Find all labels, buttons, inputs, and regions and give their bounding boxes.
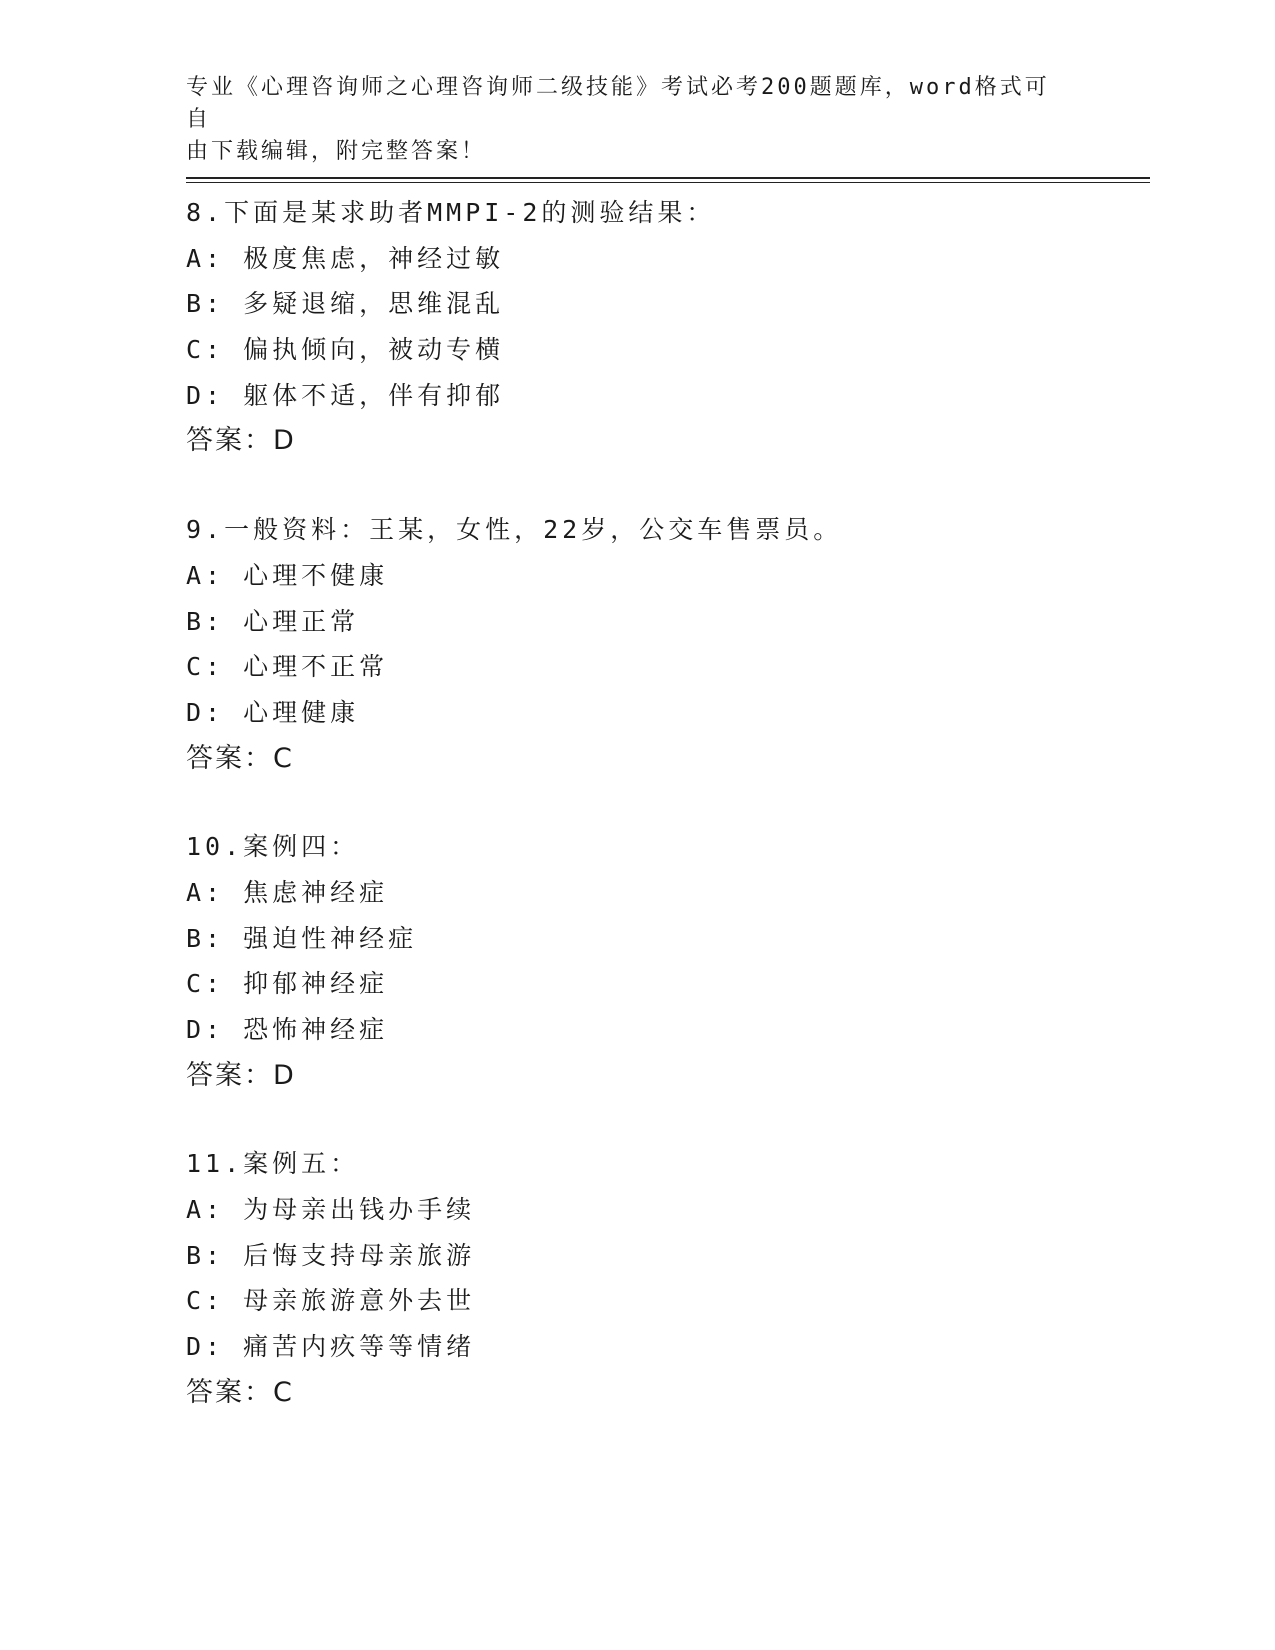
option-b: B: 多疑退缩，思维混乱 bbox=[186, 289, 505, 319]
option-c: C: 母亲旅游意外去世 bbox=[186, 1286, 476, 1316]
option-b: B: 心理正常 bbox=[186, 606, 360, 636]
answer-label: 答案：D bbox=[186, 1059, 296, 1091]
option-a: A: 为母亲出钱办手续 bbox=[186, 1195, 476, 1225]
option-b: B: 强迫性神经症 bbox=[186, 923, 418, 953]
question-list bbox=[186, 190, 1146, 1459]
header-line-2: 由下载编辑，附完整答案！ bbox=[186, 139, 487, 164]
option-a: A: 心理不健康 bbox=[186, 560, 389, 590]
header-divider-thick bbox=[186, 177, 1150, 179]
question-11 bbox=[186, 1141, 1146, 1415]
header-divider-thin bbox=[186, 182, 1150, 183]
question-stem: 8.下面是某求助者MMPI-2的测验结果： bbox=[186, 198, 716, 227]
question-9 bbox=[186, 507, 1146, 781]
option-d: D: 躯体不适，伴有抑郁 bbox=[186, 380, 505, 410]
option-a: A: 极度焦虑，神经过敏 bbox=[186, 243, 505, 273]
option-d: D: 心理健康 bbox=[186, 697, 360, 727]
option-d: D: 恐怖神经症 bbox=[186, 1015, 389, 1044]
answer-label: 答案：D bbox=[186, 425, 296, 457]
header-line-1: 专业《心理咨询师之心理咨询师二级技能》考试必考200题题库，word格式可自 bbox=[186, 75, 1050, 132]
question-10 bbox=[186, 824, 1146, 1098]
option-c: C: 偏执倾向，被动专横 bbox=[186, 335, 505, 365]
option-b: B: 后悔支持母亲旅游 bbox=[186, 1240, 476, 1270]
option-a: A: 焦虑神经症 bbox=[186, 877, 389, 907]
document-header bbox=[186, 72, 1066, 168]
option-c: C: 抑郁神经症 bbox=[186, 969, 389, 999]
question-stem: 10.案例四： bbox=[186, 832, 360, 862]
option-d: D: 痛苦内疚等等情绪 bbox=[186, 1332, 476, 1362]
question-8 bbox=[186, 190, 1146, 464]
answer-label: 答案：C bbox=[186, 1376, 294, 1408]
answer-label: 答案：C bbox=[186, 742, 294, 774]
question-stem: 11.案例五： bbox=[186, 1149, 360, 1179]
option-c: C: 心理不正常 bbox=[186, 652, 389, 682]
question-stem: 9.一般资料：王某，女性，22岁，公交车售票员。 bbox=[186, 515, 843, 545]
